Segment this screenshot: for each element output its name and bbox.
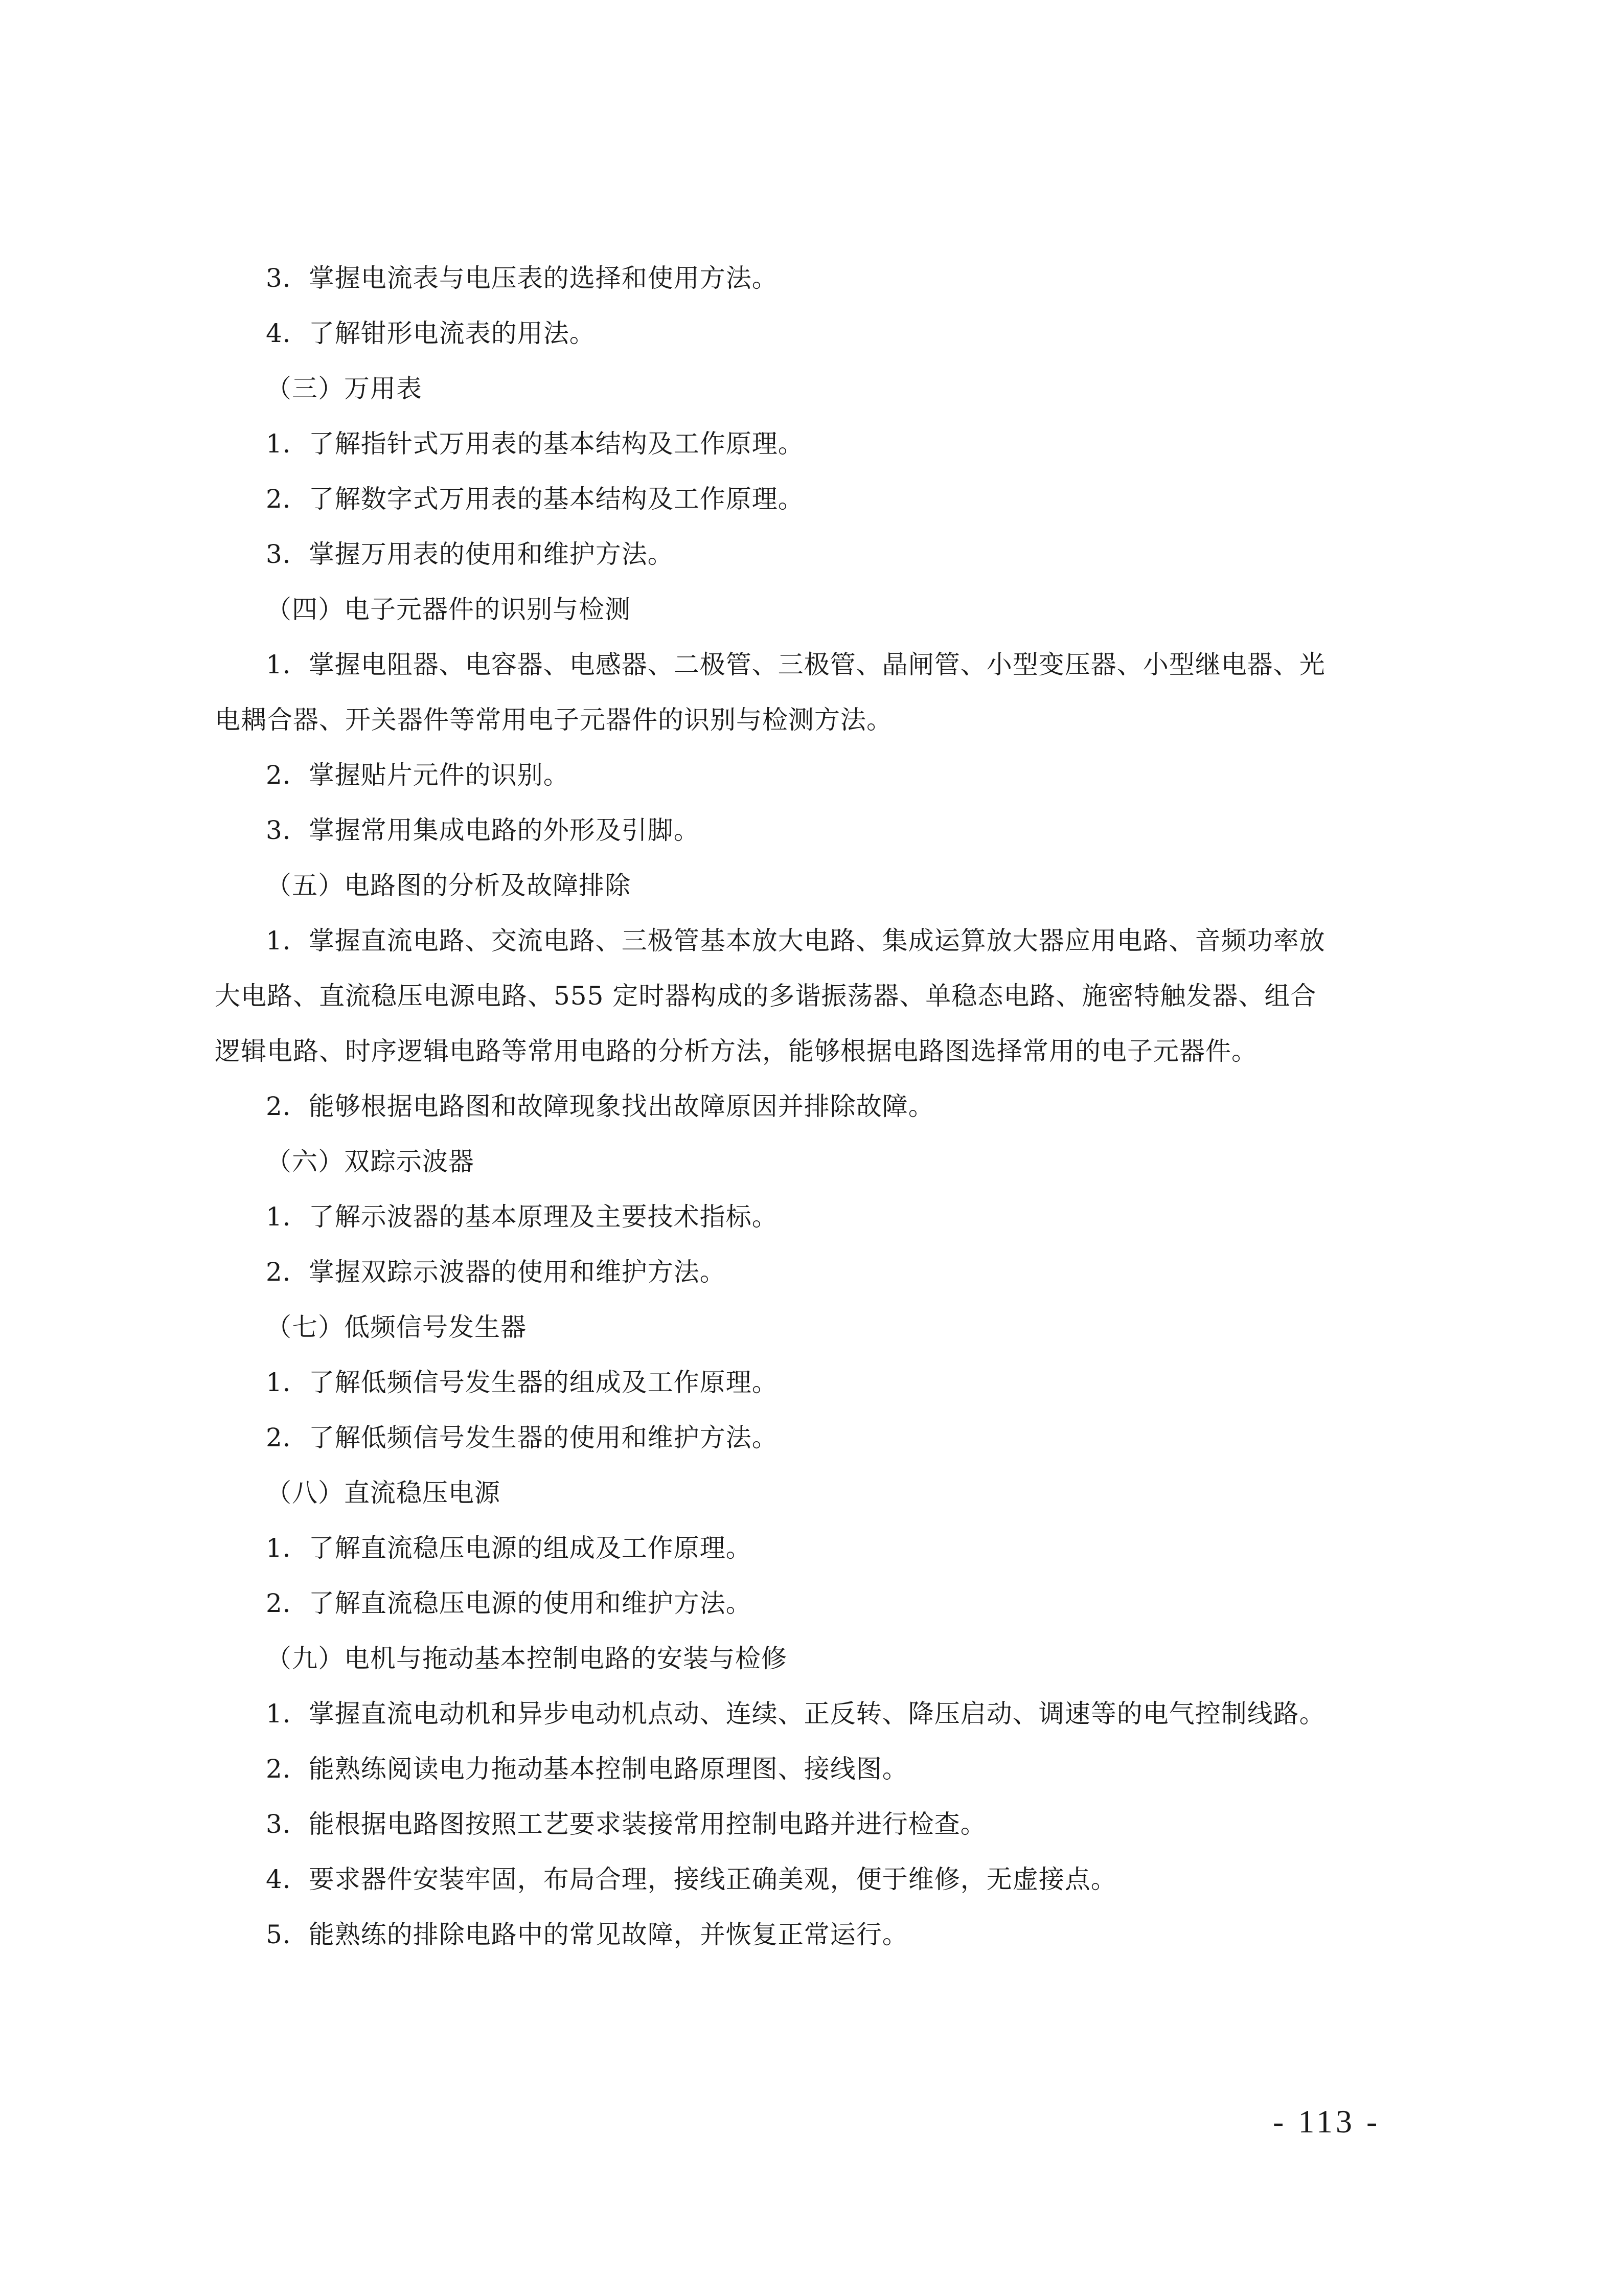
- list-item: 1．掌握电阻器、电容器、电感器、二极管、三极管、晶闸管、小型变压器、小型继电器、光: [266, 650, 1325, 679]
- list-item: 3．掌握万用表的使用和维护方法。: [266, 539, 674, 569]
- list-item: 1．掌握直流电动机和异步电动机点动、连续、正反转、降压启动、调速等的电气控制线路。: [266, 1699, 1325, 1729]
- list-item: 1．了解指针式万用表的基本结构及工作原理。: [266, 429, 804, 459]
- list-item-continuation: 大电路、直流稳压电源电路、555 定时器构成的多谐振荡器、单稳态电路、施密特触发器、组合: [215, 981, 1317, 1011]
- section-heading: （三）万用表: [266, 374, 422, 403]
- list-item: 5．能熟练的排除电路中的常见故障，并恢复正常运行。: [266, 1920, 908, 1949]
- list-item-continuation: 逻辑电路、时序逻辑电路等常用电路的分析方法，能够根据电路图选择常用的电子元器件。: [215, 1036, 1258, 1066]
- list-item: 4．要求器件安装牢固，布局合理，接线正确美观，便于维修，无虚接点。: [266, 1865, 1117, 1894]
- section-heading: （五）电路图的分析及故障排除: [266, 871, 631, 900]
- list-item: 3．掌握常用集成电路的外形及引脚。: [266, 815, 700, 845]
- list-item: 2．了解直流稳压电源的使用和维护方法。: [266, 1588, 752, 1618]
- section-heading: （八）直流稳压电源: [266, 1478, 500, 1508]
- list-item: 3．能根据电路图按照工艺要求装接常用控制电路并进行检查。: [266, 1809, 987, 1839]
- page-body: [215, 251, 1421, 1962]
- list-item: 2．能够根据电路图和故障现象找出故障原因并排除故障。: [266, 1092, 934, 1121]
- list-item: 2．能熟练阅读电力拖动基本控制电路原理图、接线图。: [266, 1754, 908, 1784]
- list-item: 1．了解直流稳压电源的组成及工作原理。: [266, 1533, 752, 1563]
- list-item: 4．了解钳形电流表的用法。: [266, 319, 596, 348]
- list-item: 1．了解低频信号发生器的组成及工作原理。: [266, 1368, 778, 1397]
- list-item-continuation: 电耦合器、开关器件等常用电子元器件的识别与检测方法。: [215, 705, 893, 735]
- list-item: 2．掌握双踪示波器的使用和维护方法。: [266, 1257, 726, 1287]
- list-item: 2．掌握贴片元件的识别。: [266, 760, 569, 790]
- section-heading: （四）电子元器件的识别与检测: [266, 595, 631, 624]
- list-item: 2．了解数字式万用表的基本结构及工作原理。: [266, 484, 804, 514]
- section-heading: （七）低频信号发生器: [266, 1312, 527, 1342]
- list-item: 2．了解低频信号发生器的使用和维护方法。: [266, 1423, 778, 1452]
- list-item: 1．了解示波器的基本原理及主要技术指标。: [266, 1202, 778, 1232]
- section-heading: （六）双踪示波器: [266, 1147, 474, 1176]
- page-number: - 113 -: [1273, 2103, 1381, 2140]
- list-item: 1．掌握直流电路、交流电路、三极管基本放大电路、集成运算放大器应用电路、音频功率放: [266, 926, 1325, 956]
- list-item: 3．掌握电流表与电压表的选择和使用方法。: [266, 263, 778, 293]
- section-heading: （九）电机与拖动基本控制电路的安装与检修: [266, 1644, 787, 1673]
